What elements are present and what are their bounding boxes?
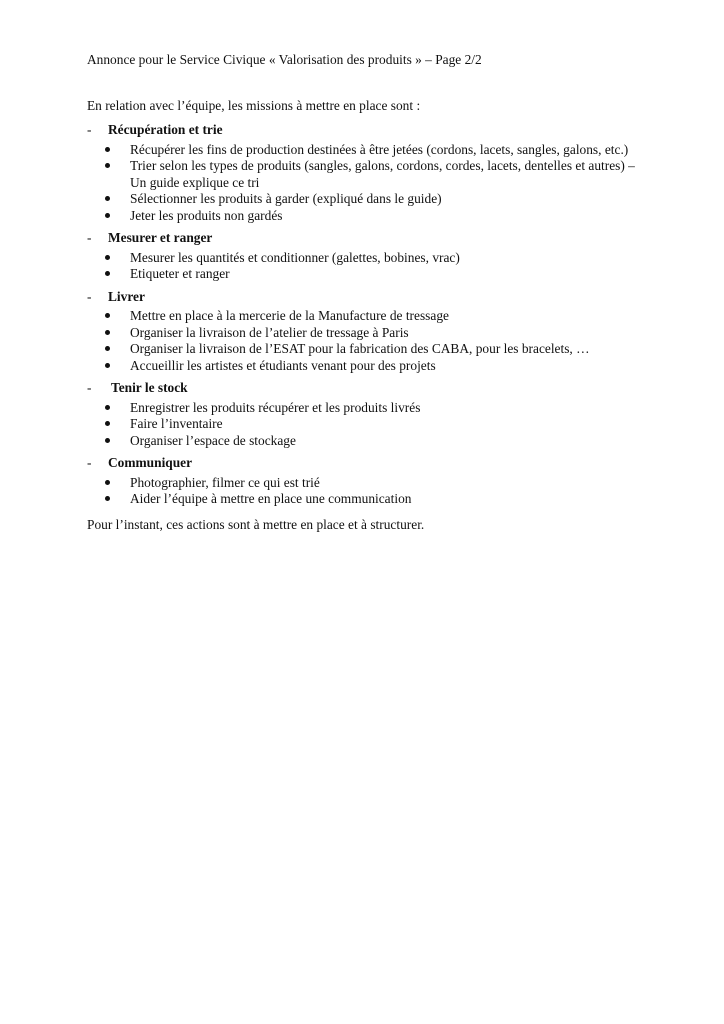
dash-marker: -: [87, 230, 92, 245]
bullet-icon: [87, 208, 130, 225]
mission-section: [87, 122, 647, 224]
list-item-text: Organiser la livraison de l’ESAT pour la fabrication des CABA, pour les bracelets, …: [130, 341, 590, 356]
dash-marker: -: [87, 380, 92, 395]
list-item-text: Aider l’équipe à mettre en place une communication: [130, 491, 412, 506]
list-item-text: Enregistrer les produits récupérer et les produits livrés: [130, 399, 421, 415]
list-item: [87, 191, 647, 208]
list-item-text: Organiser la livraison de l’atelier de tressage à Paris: [130, 324, 409, 340]
list-item-text: Mettre en place à la mercerie de la Manufacture de tressage: [130, 308, 449, 323]
bullet-list: [87, 142, 647, 225]
dash-marker: -: [87, 455, 92, 470]
list-item: [87, 433, 647, 450]
list-item-text: Jeter les produits non gardés: [130, 207, 283, 223]
bullet-icon: [87, 491, 130, 508]
section-title: Mesurer et ranger: [108, 230, 213, 245]
bullet-icon: [87, 358, 130, 375]
list-item: [87, 475, 647, 492]
dash-marker: -: [87, 288, 92, 304]
bullet-icon: [87, 400, 130, 417]
list-item: [87, 400, 647, 417]
list-item-text: Accueillir les artistes et étudiants venant pour des projets: [130, 357, 436, 373]
section-title: Livrer: [108, 288, 145, 304]
bullet-list: [87, 400, 647, 450]
bullet-list: [87, 308, 647, 374]
list-item-text: Récupérer les fins de production destinées à être jetées (cordons, lacets, sangles, galons, etc.): [130, 141, 629, 157]
mission-section: [87, 455, 647, 508]
list-item-text: Etiqueter et ranger: [130, 266, 230, 281]
bullet-icon: [87, 416, 130, 433]
section-heading: [87, 289, 647, 306]
intro-paragraph: En relation avec l’équipe, les missions à mettre en place sont :: [87, 98, 421, 113]
section-title: Récupération et trie: [108, 122, 223, 137]
list-item: [87, 341, 647, 358]
section-title: Tenir le stock: [111, 380, 188, 395]
list-item: [87, 142, 647, 159]
bullet-icon: [87, 308, 130, 325]
section-heading: [87, 122, 647, 139]
bullet-icon: [87, 433, 130, 450]
missions-list: [87, 122, 647, 514]
list-item: [87, 250, 647, 267]
bullet-icon: [87, 158, 130, 175]
bullet-list: [87, 475, 647, 508]
mission-section: [87, 289, 647, 375]
bullet-icon: [87, 325, 130, 342]
section-heading: [87, 380, 647, 397]
bullet-icon: [87, 266, 130, 283]
mission-section: [87, 230, 647, 283]
list-item: [87, 491, 647, 508]
dash-marker: -: [87, 122, 92, 137]
list-item: [87, 416, 647, 433]
page-header: Annonce pour le Service Civique « Valorisation des produits » – Page 2/2: [87, 52, 482, 67]
bullet-icon: [87, 475, 130, 492]
closing-paragraph: Pour l’instant, ces actions sont à mettre en place et à structurer.: [87, 517, 425, 532]
bullet-icon: [87, 142, 130, 159]
bullet-icon: [87, 191, 130, 208]
list-item-text: Sélectionner les produits à garder (expliqué dans le guide): [130, 191, 442, 206]
list-item: [87, 158, 647, 191]
list-item-text: Photographier, filmer ce qui est trié: [130, 474, 320, 490]
section-heading: [87, 455, 647, 472]
bullet-list: [87, 250, 647, 283]
list-item-text: Mesurer les quantités et conditionner (galettes, bobines, vrac): [130, 249, 460, 265]
list-item-text: Faire l’inventaire: [130, 416, 223, 431]
list-item: [87, 358, 647, 375]
mission-section: [87, 380, 647, 449]
list-item: [87, 325, 647, 342]
list-item-text: Trier selon les types de produits (sangles, galons, cordons, cordes, lacets, dentelles et autres) – Un guide explique ce tri: [130, 158, 635, 190]
bullet-icon: [87, 341, 130, 358]
list-item: [87, 308, 647, 325]
list-item: [87, 208, 647, 225]
section-title: Communiquer: [108, 455, 193, 470]
bullet-icon: [87, 250, 130, 267]
list-item: [87, 266, 647, 283]
list-item-text: Organiser l’espace de stockage: [130, 432, 296, 448]
section-heading: [87, 230, 647, 247]
